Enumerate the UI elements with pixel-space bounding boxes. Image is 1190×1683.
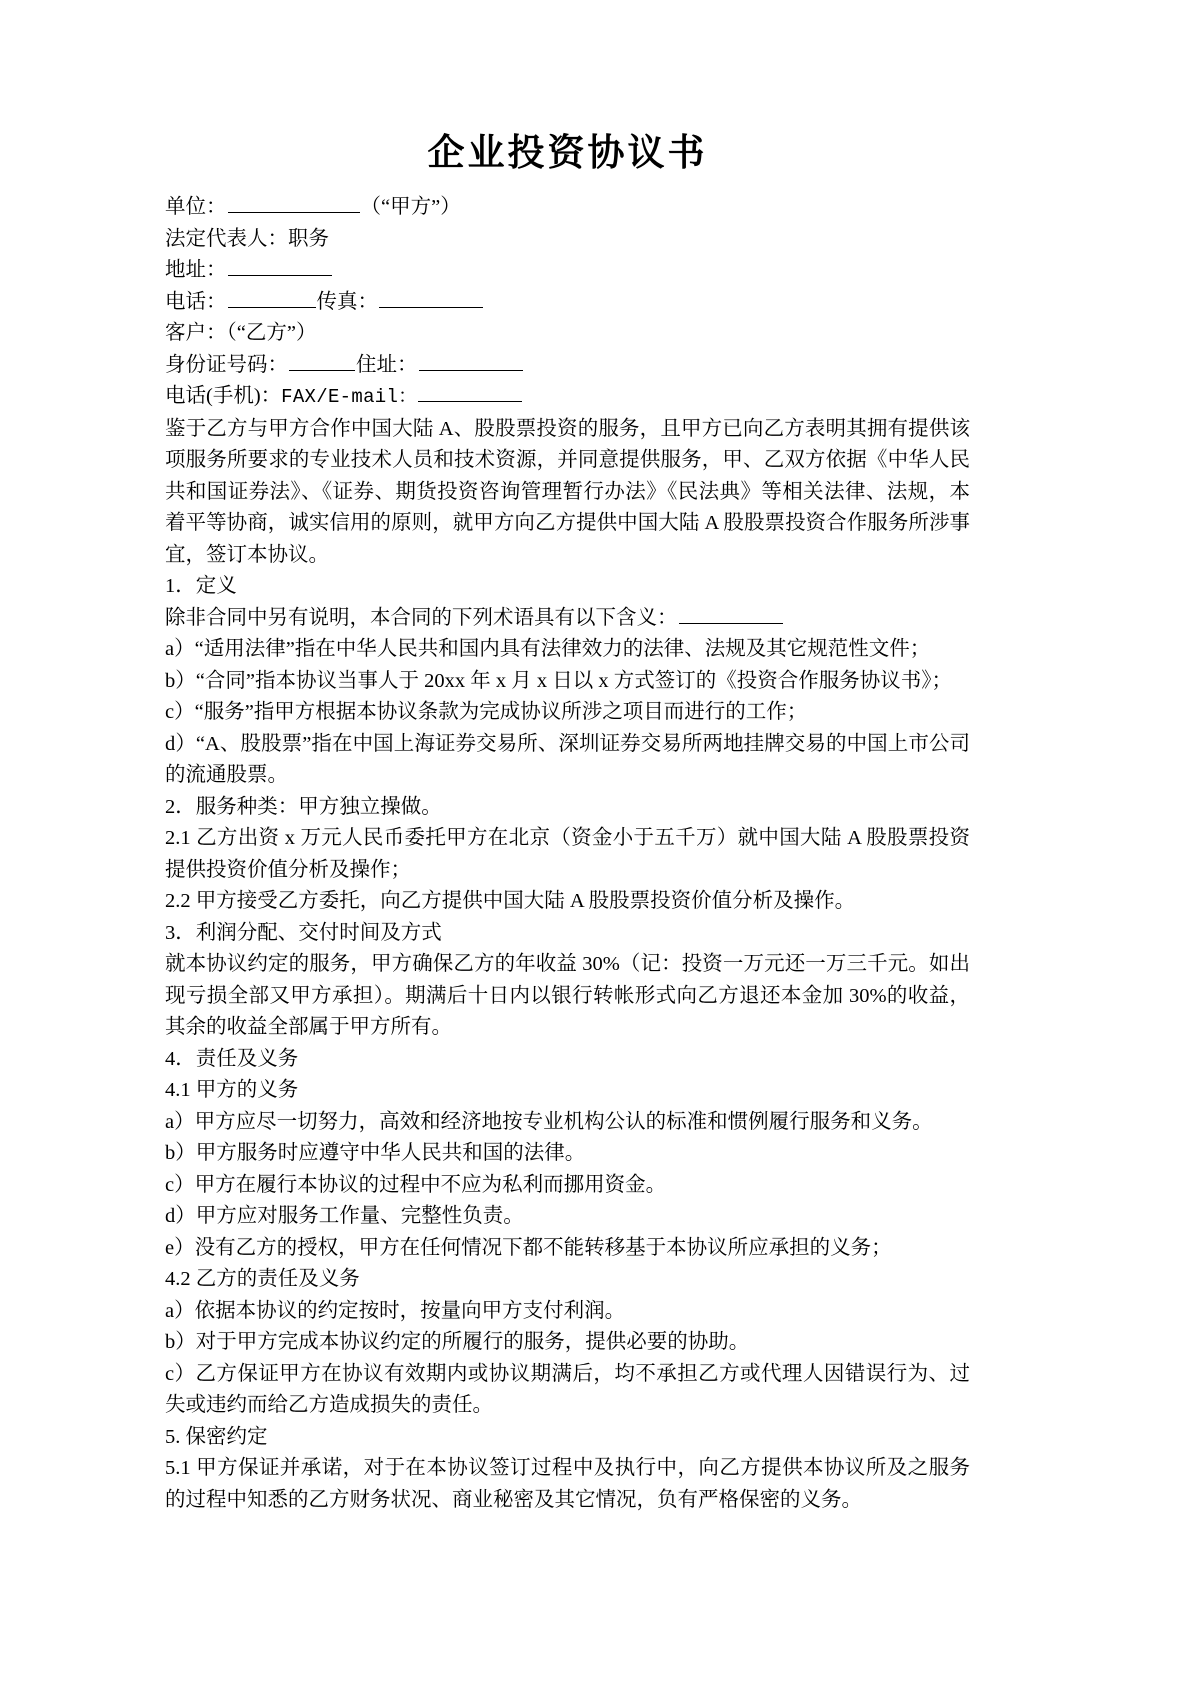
definitions-item-a: a）“适用法律”指在中华人民共和国内具有法律效力的法律、法规及其它规范性文件；: [165, 638, 931, 661]
profit-distribution-body: 就本协议约定的服务，甲方确保乙方的年收益 30%（记：投资一万元还一万三千元。如出现亏损全部又甲方承担）。期满后十日内以银行转帐形式向乙方退还本金加 30%的收益，其余的收益全部属于甲方所有。: [165, 953, 970, 1039]
responsibilities-4-1-item-c: c）甲方在履行本协议的过程中不应为私利而挪用资金。: [165, 1173, 667, 1196]
field-id-residence: [165, 350, 970, 382]
field-unit-suffix: （“甲方”）: [360, 196, 461, 219]
definitions-lead-text: 除非合同中另有说明，本合同的下列术语具有以下含义：: [165, 606, 678, 629]
definitions-lead: [165, 603, 970, 635]
preamble-paragraph: 鉴于乙方与甲方合作中国大陆 A、股股票投资的服务，且甲方已向乙方表明其拥有提供该项服务所要求的专业技术人员和技术资源，并同意提供服务，甲、乙双方依据《中华人民共和国证券法》、《证券、期货投资咨询管理暂行办法》《民法典》等相关法律、法规，本着平等协商，诚实信用的原则，就甲方向乙方提供中国大陆 A 股股票投资合作服务所涉事宜，签订本协议。: [165, 417, 970, 566]
field-phone-blank[interactable]: [228, 287, 316, 307]
responsibilities-subheading-4-2: 4.2 乙方的责任及义务: [165, 1268, 360, 1291]
field-unit: [165, 192, 970, 224]
section-heading-definitions: 1．定义: [165, 575, 237, 598]
field-unit-label: 单位：: [165, 196, 227, 219]
field-legal-representative: [165, 224, 970, 256]
service-types-item-2-2: 2.2 甲方接受乙方委托，向乙方提供中国大陆 A 股股票投资价值分析及操作。: [165, 890, 856, 913]
section-heading-confidentiality: 5. 保密约定: [165, 1425, 268, 1448]
field-mobile-email: [165, 381, 970, 414]
field-fax-blank[interactable]: [379, 287, 483, 307]
field-phone-label: 电话：: [165, 290, 227, 313]
responsibilities-4-1-item-a: a）甲方应尽一切努力，高效和经济地按专业机构公认的标准和惯例履行服务和义务。: [165, 1110, 933, 1133]
definitions-lead-blank[interactable]: [679, 603, 783, 623]
field-id-number-blank[interactable]: [289, 350, 355, 370]
field-unit-blank[interactable]: [228, 193, 360, 213]
field-residence-label: 住址：: [356, 353, 418, 376]
document-body: [165, 130, 970, 1516]
section-heading-service-types: 2．服务种类：甲方独立操做。: [165, 795, 442, 818]
field-mobile-label: 电话(手机)：: [165, 385, 282, 408]
responsibilities-4-2-item-a: a）依据本协议的约定按时，按量向甲方支付利润。: [165, 1299, 626, 1322]
responsibilities-subheading-4-1: 4.1 甲方的义务: [165, 1079, 299, 1102]
field-legal-representative-label: 法定代表人：职务: [165, 227, 329, 250]
field-fax-email-blank[interactable]: [418, 382, 522, 402]
field-fax-label: 传真：: [316, 290, 378, 313]
responsibilities-4-1-item-b: b）甲方服务时应遵守中华人民共和国的法律。: [165, 1142, 586, 1165]
responsibilities-4-2-item-c: c）乙方保证甲方在协议有效期内或协议期满后，均不承担乙方或代理人因错误行为、过失或违约而给乙方造成损失的责任。: [165, 1362, 970, 1417]
field-address-blank[interactable]: [228, 256, 332, 276]
field-client: [165, 318, 970, 350]
responsibilities-4-1-item-e: e）没有乙方的授权，甲方在任何情况下都不能转移基于本协议所应承担的义务；: [165, 1236, 892, 1259]
responsibilities-4-1-item-d: d）甲方应对服务工作量、完整性负责。: [165, 1205, 524, 1228]
field-residence-blank[interactable]: [419, 350, 523, 370]
responsibilities-4-2-item-b: b）对于甲方完成本协议约定的所履行的服务，提供必要的协助。: [165, 1331, 750, 1354]
field-id-number-label: 身份证号码：: [165, 353, 288, 376]
definitions-item-c: c）“服务”指甲方根据本协议条款为完成协议所涉之项目而进行的工作；: [165, 701, 808, 724]
field-address-label: 地址：: [165, 259, 227, 282]
definitions-item-b: b）“合同”指本协议当事人于 20xx 年 x 月 x 日以 x 方式签订的《投资合作服务协议书》；: [165, 669, 952, 692]
field-fax-email-label: FAX/E-mail：: [281, 386, 418, 409]
field-address: [165, 255, 970, 287]
page-title: 企业投资协议书: [427, 133, 708, 174]
definitions-item-d: d）“A、股股票”指在中国上海证券交易所、深圳证券交易所两地挂牌交易的中国上市公司的流通股票。: [165, 732, 970, 787]
section-heading-responsibilities: 4．责任及义务: [165, 1047, 299, 1070]
service-types-item-2-1: 2.1 乙方出资 x 万元人民币委托甲方在北京（资金小于五千万）就中国大陆 A 股股票投资提供投资价值分析及操作；: [165, 827, 970, 881]
confidentiality-body-5-1: 5.1 甲方保证并承诺，对于在本协议签订过程中及执行中，向乙方提供本协议所及之服务的过程中知悉的乙方财务状况、商业秘密及其它情况，负有严格保密的义务。: [165, 1457, 970, 1511]
field-phone-fax: [165, 287, 970, 319]
section-heading-profit-distribution: 3．利润分配、交付时间及方式: [165, 921, 442, 944]
field-client-label: 客户：（“乙方”）: [165, 322, 317, 345]
